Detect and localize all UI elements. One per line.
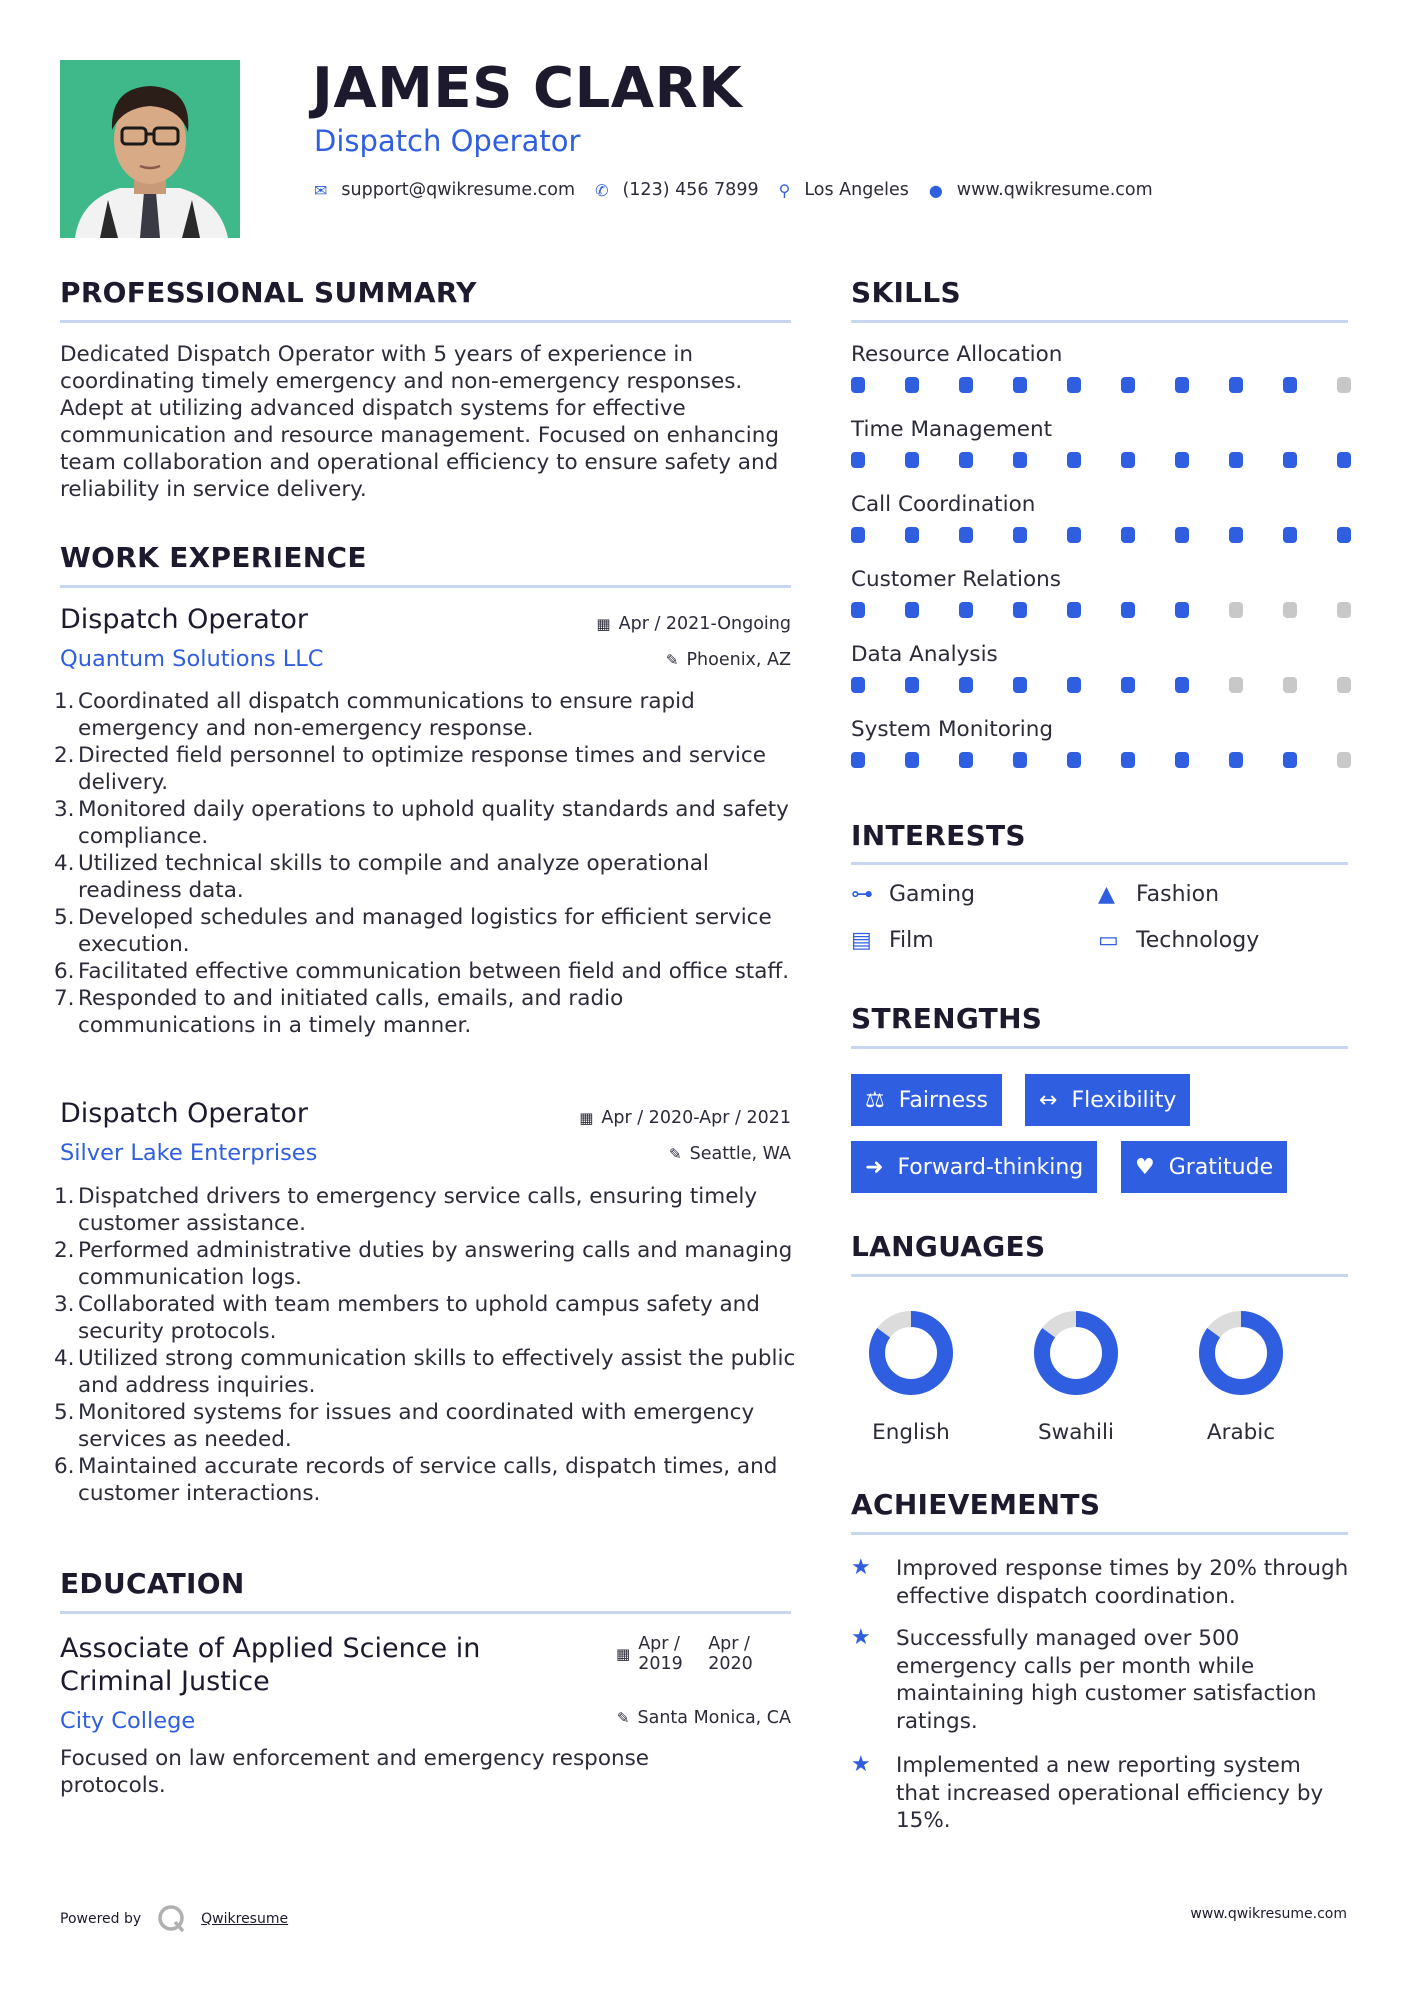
skill-dot-filled [959, 752, 973, 768]
skill-dot-filled [1121, 377, 1135, 393]
language-proficiency-ring [1196, 1308, 1286, 1398]
languages-heading: LANGUAGES [851, 1230, 1046, 1263]
envelope-icon: ✉ [314, 180, 328, 200]
skill-dot-filled [1337, 452, 1351, 468]
skill-dot-empty [1337, 377, 1351, 393]
skill-dot-filled [1283, 752, 1297, 768]
calendar-icon: ▦ [579, 1109, 594, 1127]
skill-dot-empty [1283, 677, 1297, 693]
languages-list [846, 1308, 1306, 1445]
education-location [617, 1708, 791, 1728]
list-item: 5. Monitored systems for issues and coordinated with emergency services as needed. [54, 1400, 755, 1452]
skill-name: Time Management [851, 417, 1053, 442]
skill-item [851, 642, 1351, 693]
contact-location [779, 180, 909, 200]
footer-powered-by [60, 1904, 288, 1934]
job-dates-text: Apr / 2021-Ongoing [618, 614, 791, 634]
heart-icon: ♥ [1135, 1154, 1155, 1180]
education-dates [616, 1634, 770, 1674]
pushpin-icon: ✎ [669, 1145, 682, 1163]
skill-dot-empty [1337, 752, 1351, 768]
globe-icon: ● [928, 180, 943, 200]
summary-heading: PROFESSIONAL SUMMARY [60, 276, 477, 309]
skill-dot-filled [1175, 452, 1189, 468]
skill-dot-filled [959, 452, 973, 468]
email-text: support@qwikresume.com [341, 180, 576, 200]
contact-email[interactable] [314, 180, 575, 200]
school-name: City College [60, 1708, 196, 1734]
job-title: Dispatch Operator [60, 604, 309, 635]
summary-text: Dedicated Dispatch Operator with 5 years of experience in coordinating timely emergency and non-emergency responses. Adept at utilizing advanced dispatch systems for effective communication and resource management. Focused on enhancing team collaboration and operational efficiency to ensure safety and reliability in service delivery. [60, 342, 779, 502]
shooting-star-icon: ★ [851, 1752, 871, 1777]
skill-dot-filled [1283, 377, 1297, 393]
skill-dot-filled [1067, 752, 1081, 768]
gamepad-icon: ⊶ [851, 882, 873, 907]
skill-item [851, 417, 1351, 468]
skill-level-dots [851, 752, 1351, 768]
skill-dot-filled [1229, 377, 1243, 393]
language-name: Swahili [1038, 1420, 1114, 1445]
job-dates [596, 614, 791, 634]
skill-dot-empty [1283, 602, 1297, 618]
language-proficiency-ring [866, 1308, 956, 1398]
skill-dot-filled [1013, 527, 1027, 543]
skill-dot-filled [1067, 377, 1081, 393]
pushpin-icon: ✎ [616, 1709, 630, 1727]
list-item: 4. Utilized strong communication skills to effectively assist the public and address inquiries. [54, 1346, 796, 1398]
job-location [669, 1144, 791, 1164]
strength-tag-forward-thinking: ➜ Forward-thinking [851, 1141, 1097, 1193]
skill-dot-filled [1067, 602, 1081, 618]
shopping-bag-icon: ▲ [1098, 882, 1115, 907]
skill-dot-filled [1229, 452, 1243, 468]
skill-dot-filled [959, 527, 973, 543]
education-divider [60, 1611, 791, 1614]
contact-bar [314, 180, 1173, 200]
education-end: Apr / 2020 [708, 1634, 753, 1674]
list-item: 2. Performed administrative duties by answering calls and managing communication logs. [54, 1238, 793, 1290]
map-marker-icon: ⚲ [778, 180, 791, 200]
film-icon: ▤ [851, 928, 872, 953]
list-item: 1. Coordinated all dispatch communications to ensure rapid emergency and non-emergency response. [54, 689, 695, 741]
candidate-name: JAMES CLARK [312, 56, 743, 121]
job-title: Dispatch Operator [60, 1098, 309, 1129]
skill-dot-filled [1067, 452, 1081, 468]
skill-name: Call Coordination [851, 492, 1036, 517]
skill-dot-filled [1229, 752, 1243, 768]
job-company: Silver Lake Enterprises [60, 1140, 318, 1166]
skill-dot-filled [959, 677, 973, 693]
skill-level-dots [851, 377, 1351, 393]
job-company: Quantum Solutions LLC [60, 646, 324, 672]
contact-phone[interactable] [595, 180, 759, 200]
skill-level-dots [851, 452, 1351, 468]
shooting-star-icon: ★ [851, 1555, 871, 1580]
skill-dot-filled [1121, 452, 1135, 468]
skill-dot-filled [851, 752, 865, 768]
strengths-heading: STRENGTHS [851, 1002, 1043, 1035]
experience-heading: WORK EXPERIENCE [60, 541, 367, 574]
job-dates [579, 1108, 791, 1128]
skill-dot-filled [851, 377, 865, 393]
skill-dot-filled [1013, 752, 1027, 768]
language-name: Arabic [1206, 1420, 1276, 1445]
skill-name: Data Analysis [851, 642, 998, 667]
skill-dot-filled [905, 677, 919, 693]
achievement-item: ★ Successfully managed over 500 emergency calls per month while maintaining high customer satisfaction ratings. [851, 1625, 1317, 1734]
phone-icon: ✆ [595, 180, 609, 200]
shooting-star-icon: ★ [851, 1625, 871, 1650]
skill-dot-filled [1067, 677, 1081, 693]
skill-dot-filled [851, 602, 865, 618]
language-name: English [872, 1420, 950, 1445]
skill-dot-filled [1121, 527, 1135, 543]
brand-link[interactable]: Qwikresume [201, 1911, 289, 1927]
achievements-heading: ACHIEVEMENTS [851, 1488, 1101, 1521]
skill-dot-filled [905, 602, 919, 618]
interest-film: ▤ Film [851, 928, 934, 953]
footer-website[interactable]: www.qwikresume.com [1190, 1906, 1347, 1922]
arrow-right-icon: ➜ [865, 1154, 884, 1180]
job-location-text: Seattle, WA [689, 1144, 791, 1164]
skills-divider [851, 320, 1348, 323]
skills-heading: SKILLS [851, 276, 961, 309]
skill-dot-filled [1175, 677, 1189, 693]
skill-name: Customer Relations [851, 567, 1062, 592]
calendar-icon: ▦ [616, 1645, 631, 1663]
job-dates-text: Apr / 2020-Apr / 2021 [601, 1108, 791, 1128]
list-item: 3. Monitored daily operations to uphold quality standards and safety compliance. [54, 797, 789, 849]
job-location [666, 650, 791, 670]
skill-dot-filled [1013, 677, 1027, 693]
skill-dot-filled [1175, 602, 1189, 618]
skill-dot-filled [1283, 527, 1297, 543]
experience-divider [60, 585, 791, 588]
list-item: 3. Collaborated with team members to uphold campus safety and security protocols. [54, 1292, 760, 1344]
education-description: Focused on law enforcement and emergency response protocols. [60, 1746, 650, 1798]
phone-text: (123) 456 7899 [622, 180, 759, 200]
balance-scale-icon: ⚖ [865, 1087, 885, 1113]
skill-dot-filled [1175, 752, 1189, 768]
skill-dot-filled [1121, 752, 1135, 768]
language-item [846, 1308, 976, 1445]
interest-gaming: ⊶ Gaming [851, 882, 975, 907]
list-item: 2. Directed field personnel to optimize response times and service delivery. [54, 743, 766, 795]
job-location-text: Phoenix, AZ [686, 650, 791, 670]
calendar-icon: ▦ [596, 615, 611, 633]
skill-dot-filled [1283, 452, 1297, 468]
skill-dot-filled [959, 377, 973, 393]
contact-website[interactable] [929, 180, 1153, 200]
skill-dot-filled [851, 677, 865, 693]
skill-dot-filled [1013, 602, 1027, 618]
strength-tag-fairness: ⚖ Fairness [851, 1074, 1002, 1126]
list-item: 1. Dispatched drivers to emergency service calls, ensuring timely customer assistance. [54, 1184, 758, 1236]
skill-dot-filled [1013, 377, 1027, 393]
profile-photo [60, 60, 240, 238]
language-proficiency-ring [1031, 1308, 1121, 1398]
skill-name: System Monitoring [851, 717, 1053, 742]
language-item [1011, 1308, 1141, 1445]
skill-dot-filled [1229, 527, 1243, 543]
pushpin-icon: ✎ [665, 651, 679, 669]
strength-tag-flexibility: ↔ Flexibility [1025, 1074, 1190, 1126]
skill-level-dots [851, 602, 1351, 618]
qwikresume-logo-icon [157, 1904, 187, 1934]
list-item: 4. Utilized technical skills to compile and analyze operational readiness data. [54, 851, 709, 903]
skill-item [851, 342, 1351, 393]
powered-by-label: Powered by [60, 1911, 142, 1927]
skill-dot-filled [959, 602, 973, 618]
list-item: 6. Maintained accurate records of service calls, dispatch times, and customer interactions. [54, 1454, 778, 1506]
list-item: 5. Developed schedules and managed logistics for efficient service execution. [54, 905, 772, 957]
job-bullets [54, 1183, 800, 1507]
achievement-item: ★ Implemented a new reporting system that increased operational efficiency by 15%. [851, 1752, 1324, 1833]
skill-dot-filled [1067, 527, 1081, 543]
skill-dot-filled [905, 752, 919, 768]
candidate-role: Dispatch Operator [314, 124, 581, 158]
interest-technology: ▭ Technology [1098, 928, 1260, 953]
arrows-horizontal-icon: ↔ [1039, 1087, 1058, 1113]
skill-dot-filled [905, 377, 919, 393]
laptop-icon: ▭ [1098, 928, 1119, 953]
skill-level-dots [851, 527, 1351, 543]
strengths-divider [851, 1046, 1348, 1049]
degree-title: Associate of Applied Science in Criminal Justice [60, 1633, 481, 1697]
skill-dot-filled [851, 452, 865, 468]
skill-dot-filled [1175, 377, 1189, 393]
skill-dot-filled [905, 452, 919, 468]
skill-item [851, 717, 1351, 768]
summary-divider [60, 320, 791, 323]
skill-dot-filled [1013, 452, 1027, 468]
job-bullets [54, 688, 800, 1039]
education-heading: EDUCATION [60, 1567, 245, 1600]
location-text: Los Angeles [804, 180, 909, 200]
skill-item [851, 567, 1351, 618]
achievement-item: ★ Improved response times by 20% through effective dispatch coordination. [851, 1555, 1349, 1609]
skill-dot-empty [1229, 677, 1243, 693]
interest-fashion: ▲ Fashion [1098, 882, 1220, 907]
skill-dot-empty [1229, 602, 1243, 618]
skill-dot-filled [1121, 677, 1135, 693]
strength-tag-gratitude: ♥ Gratitude [1121, 1141, 1287, 1193]
achievements-divider [851, 1532, 1348, 1535]
skill-dot-filled [1337, 527, 1351, 543]
skill-dot-filled [905, 527, 919, 543]
website-text: www.qwikresume.com [956, 180, 1153, 200]
languages-divider [851, 1274, 1348, 1277]
interests-divider [851, 862, 1348, 865]
interests-heading: INTERESTS [851, 819, 1026, 852]
language-item [1176, 1308, 1306, 1445]
list-item: 6. Facilitated effective communication between field and office staff. [54, 959, 790, 984]
skill-level-dots [851, 677, 1351, 693]
skill-dot-empty [1337, 677, 1351, 693]
skill-name: Resource Allocation [851, 342, 1063, 367]
skill-dot-filled [1121, 602, 1135, 618]
skill-item [851, 492, 1351, 543]
skill-dot-filled [851, 527, 865, 543]
list-item: 7. Responded to and initiated calls, emails, and radio communications in a timely manner. [54, 986, 624, 1038]
education-start: Apr / 2019 [638, 1634, 683, 1674]
skill-dot-empty [1337, 602, 1351, 618]
education-location-text: Santa Monica, CA [637, 1708, 791, 1728]
skill-dot-filled [1175, 527, 1189, 543]
